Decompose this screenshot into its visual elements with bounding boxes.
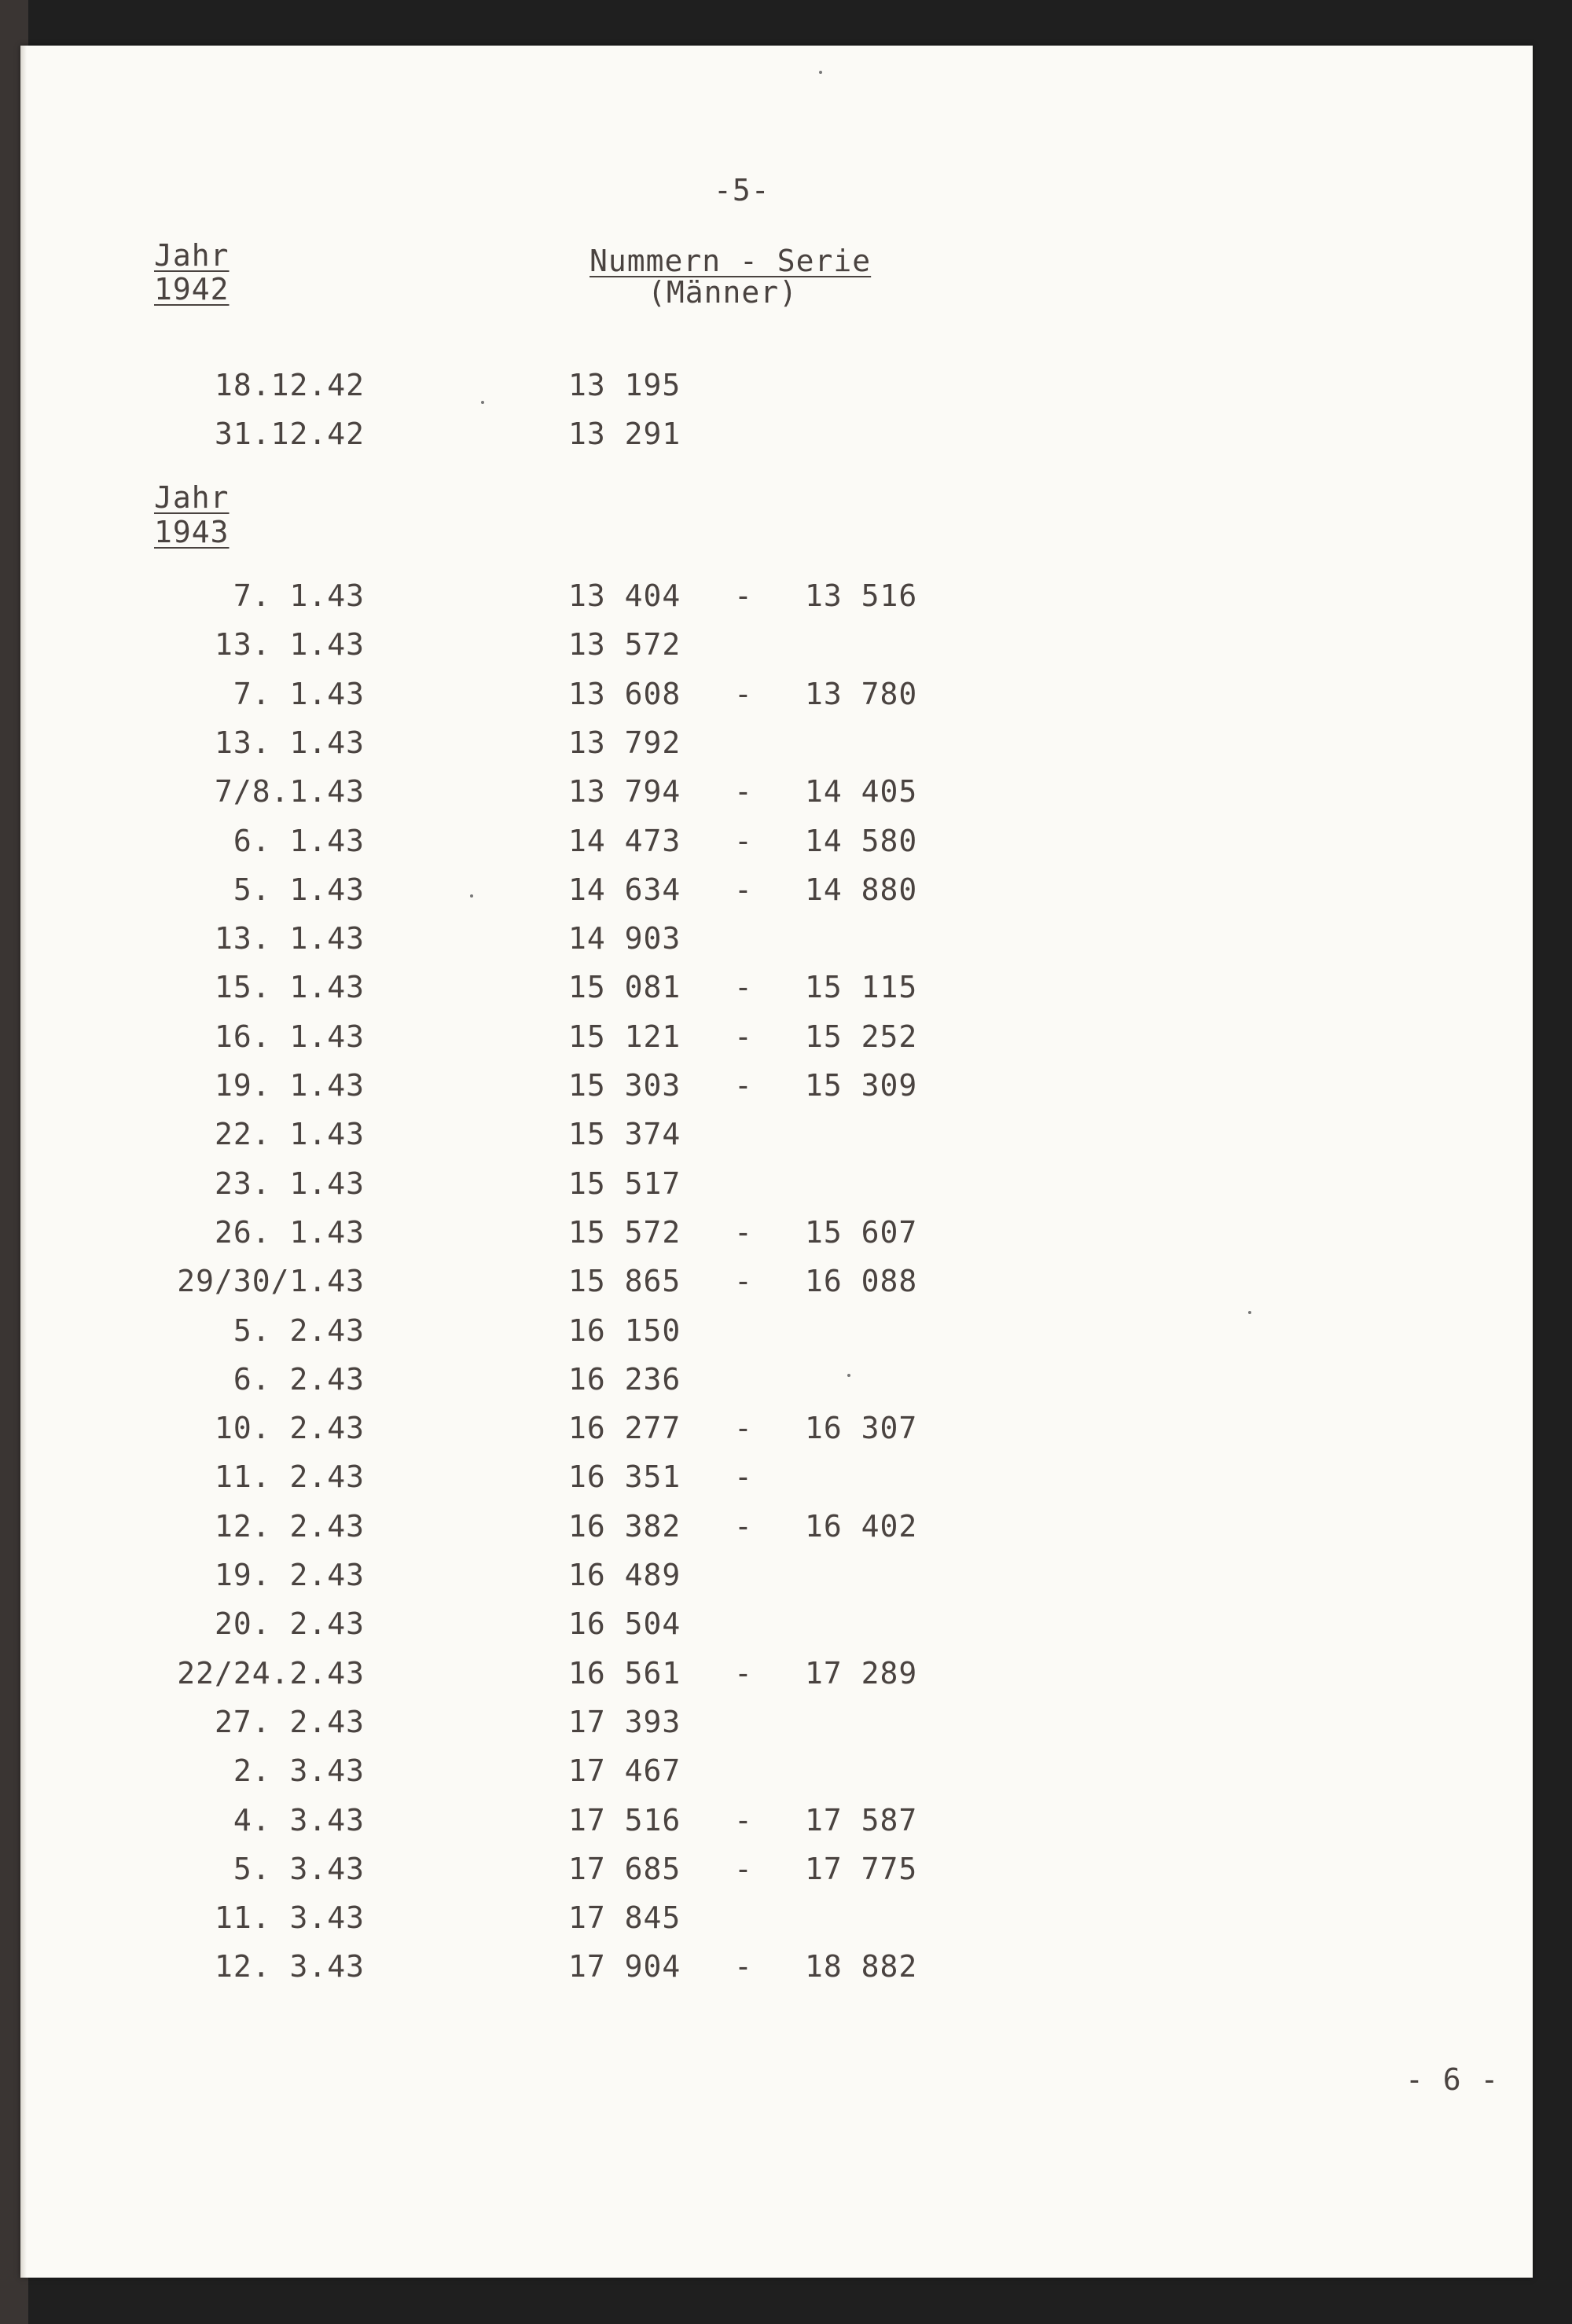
table-row: [20, 1705, 1533, 1753]
date-cell: 6. 1.43: [233, 823, 365, 858]
range-start-cell: 16 277: [568, 1411, 681, 1446]
date-cell: 31.12.42: [214, 417, 365, 451]
date-cell: 4. 3.43: [233, 1802, 365, 1838]
range-end-cell: 13 780: [805, 676, 918, 711]
range-start-cell: 17 845: [568, 1900, 681, 1936]
date-cell: 19. 1.43: [214, 1068, 365, 1103]
range-start-cell: 13 792: [568, 725, 681, 760]
date-cell: 13. 1.43: [214, 921, 365, 956]
date-cell: 2. 3.43: [233, 1753, 365, 1789]
range-dash: -: [734, 1459, 753, 1495]
range-end-cell: 17 587: [805, 1802, 918, 1838]
year-1943: 1943: [154, 515, 230, 549]
range-start-cell: 13 794: [568, 774, 681, 810]
table-row: [20, 921, 1533, 970]
date-cell: 27. 2.43: [214, 1704, 365, 1739]
range-dash: -: [734, 1068, 753, 1103]
range-end-cell: 15 607: [805, 1214, 918, 1250]
range-start-cell: 13 404: [568, 578, 681, 613]
date-cell: 22/24.2.43: [177, 1655, 365, 1691]
table-row: [20, 1117, 1533, 1166]
date-cell: 13. 1.43: [214, 627, 365, 663]
range-start-cell: 16 561: [568, 1655, 681, 1691]
table-row: [20, 1949, 1533, 1998]
table-row: [20, 1656, 1533, 1705]
page-number: -5-: [714, 173, 770, 207]
table-row: [20, 1019, 1533, 1068]
date-cell: 13. 1.43: [214, 725, 365, 760]
date-cell: 16. 1.43: [214, 1019, 365, 1054]
range-start-cell: 17 685: [568, 1851, 681, 1886]
range-start-cell: 13 608: [568, 676, 681, 711]
range-end-cell: 15 115: [805, 970, 918, 1005]
paper-speck: [470, 894, 473, 898]
date-cell: 26. 1.43: [214, 1214, 365, 1250]
range-dash: -: [734, 1802, 753, 1838]
range-end-cell: 15 252: [805, 1019, 918, 1054]
range-end-cell: 16 307: [805, 1411, 918, 1446]
table-row: [20, 1900, 1533, 1949]
range-start-cell: 15 303: [568, 1068, 681, 1103]
table-row: [20, 1558, 1533, 1606]
date-cell: 23. 1.43: [214, 1166, 365, 1201]
table-row: [20, 1852, 1533, 1900]
range-dash: -: [734, 1214, 753, 1250]
table-row: [20, 1459, 1533, 1508]
table-row: [20, 1803, 1533, 1852]
table-row: [20, 872, 1533, 921]
date-cell: 22. 1.43: [214, 1117, 365, 1152]
range-dash: -: [734, 823, 753, 858]
range-end-cell: 16 088: [805, 1264, 918, 1299]
date-cell: 11. 3.43: [214, 1900, 365, 1936]
range-end-cell: 15 309: [805, 1068, 918, 1103]
range-start-cell: 17 516: [568, 1802, 681, 1838]
range-start-cell: 17 904: [568, 1949, 681, 1984]
page-binding-shadow: [20, 46, 27, 2278]
table-row: [20, 824, 1533, 872]
date-cell: 7. 1.43: [233, 676, 365, 711]
range-start-cell: 13 195: [568, 368, 681, 402]
date-cell: 6. 2.43: [233, 1361, 365, 1397]
range-start-cell: 15 081: [568, 970, 681, 1005]
range-dash: -: [734, 1411, 753, 1446]
paper-speck: [847, 1374, 850, 1377]
table-row: [20, 1411, 1533, 1459]
date-cell: 20. 2.43: [214, 1606, 365, 1642]
table-row: [20, 677, 1533, 725]
table-row: [20, 725, 1533, 774]
range-end-cell: 14 580: [805, 823, 918, 858]
range-start-cell: 14 473: [568, 823, 681, 858]
range-dash: -: [734, 1949, 753, 1984]
range-start-cell: 15 121: [568, 1019, 681, 1054]
table-row: [20, 1606, 1533, 1655]
series-title: Nummern - Serie: [590, 244, 872, 278]
range-end-cell: 17 775: [805, 1851, 918, 1886]
range-dash: -: [734, 676, 753, 711]
range-start-cell: 16 236: [568, 1361, 681, 1397]
paper-speck: [481, 401, 484, 404]
table-row: [20, 1215, 1533, 1264]
date-cell: 5. 3.43: [233, 1851, 365, 1886]
table-row: [20, 1753, 1533, 1802]
range-start-cell: 17 467: [568, 1753, 681, 1789]
range-start-cell: 16 504: [568, 1606, 681, 1642]
date-cell: 11. 2.43: [214, 1459, 365, 1495]
range-start-cell: 14 634: [568, 872, 681, 907]
next-page-marker: - 6 -: [1405, 2062, 1500, 2097]
range-end-cell: 18 882: [805, 1949, 918, 1984]
range-end-cell: 13 516: [805, 578, 918, 613]
range-end-cell: 16 402: [805, 1508, 918, 1544]
range-dash: -: [734, 1655, 753, 1691]
range-dash: -: [734, 872, 753, 907]
year-1942: 1942: [154, 272, 230, 307]
range-start-cell: 15 517: [568, 1166, 681, 1201]
range-end-cell: 17 289: [805, 1655, 918, 1691]
table-row: [20, 1166, 1533, 1215]
table-row: [20, 774, 1533, 823]
date-cell: 5. 2.43: [233, 1313, 365, 1348]
document-page: [20, 46, 1533, 2278]
table-row: [20, 627, 1533, 676]
range-start-cell: 16 150: [568, 1313, 681, 1348]
date-cell: 15. 1.43: [214, 970, 365, 1005]
series-subtitle: (Männer): [648, 275, 799, 310]
range-start-cell: 13 291: [568, 417, 681, 451]
date-cell: 12. 2.43: [214, 1508, 365, 1544]
date-cell: 12. 3.43: [214, 1949, 365, 1984]
table-row: [20, 1362, 1533, 1411]
range-start-cell: 16 351: [568, 1459, 681, 1495]
table-row: [20, 970, 1533, 1019]
date-cell: 7. 1.43: [233, 578, 365, 613]
paper-speck: [1248, 1311, 1251, 1314]
year-label: Jahr: [154, 238, 230, 273]
year-label-1943: Jahr: [154, 480, 230, 515]
range-dash: -: [734, 1508, 753, 1544]
table-row: [20, 417, 1533, 465]
range-dash: -: [734, 1019, 753, 1054]
range-start-cell: 16 489: [568, 1558, 681, 1592]
table-row: [20, 578, 1533, 627]
table-row: [20, 1313, 1533, 1362]
table-row: [20, 1068, 1533, 1117]
range-start-cell: 14 903: [568, 921, 681, 956]
range-dash: -: [734, 578, 753, 613]
range-dash: -: [734, 970, 753, 1005]
date-cell: 7/8.1.43: [214, 774, 365, 810]
paper-speck: [819, 71, 822, 74]
date-cell: 19. 2.43: [214, 1558, 365, 1592]
date-cell: 18.12.42: [214, 368, 365, 402]
date-cell: 10. 2.43: [214, 1411, 365, 1446]
range-end-cell: 14 880: [805, 872, 918, 907]
range-start-cell: 17 393: [568, 1704, 681, 1739]
range-dash: -: [734, 1264, 753, 1299]
range-start-cell: 15 865: [568, 1264, 681, 1299]
range-dash: -: [734, 774, 753, 810]
table-row: [20, 368, 1533, 417]
table-row: [20, 1509, 1533, 1558]
range-start-cell: 16 382: [568, 1508, 681, 1544]
table-row: [20, 1264, 1533, 1313]
date-cell: 5. 1.43: [233, 872, 365, 907]
range-start-cell: 15 572: [568, 1214, 681, 1250]
range-end-cell: 14 405: [805, 774, 918, 810]
date-cell: 29/30/1.43: [177, 1264, 365, 1299]
range-start-cell: 13 572: [568, 627, 681, 663]
range-start-cell: 15 374: [568, 1117, 681, 1152]
range-dash: -: [734, 1851, 753, 1886]
